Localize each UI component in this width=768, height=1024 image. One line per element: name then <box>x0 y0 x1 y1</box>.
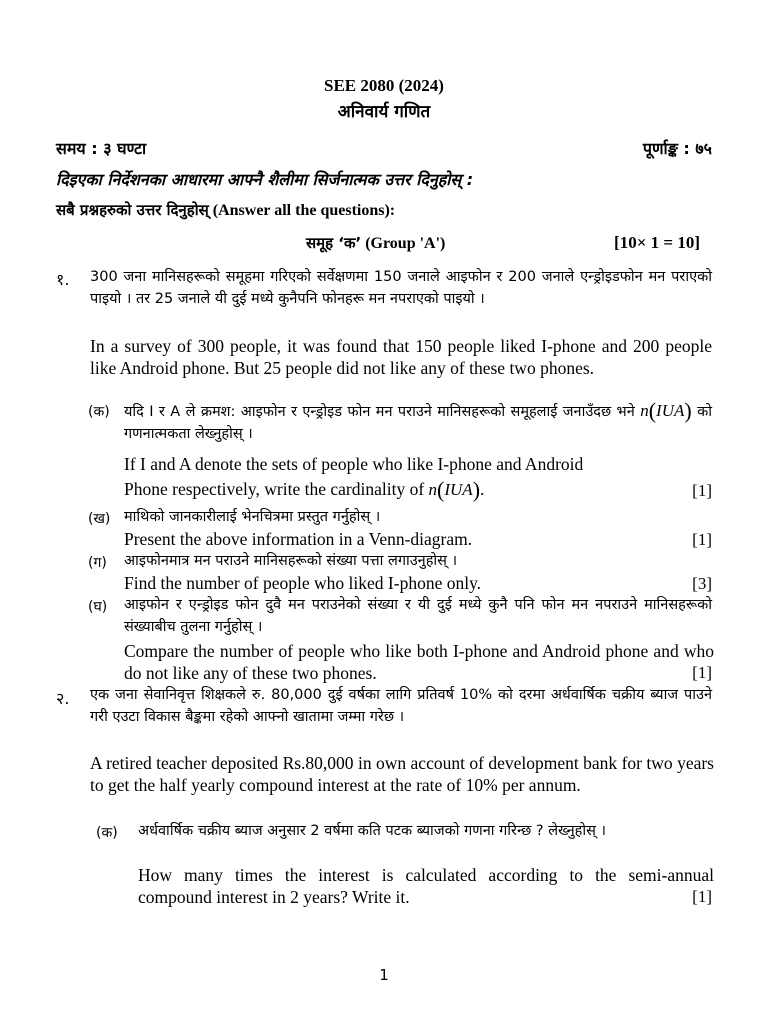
cardinality-expression-en: n(IUA) <box>428 477 481 502</box>
question-text-en: In a survey of 300 people, it was found that 150 people liked I-phone and 200 people like Android phone. But 25 people did not like any of these two phones. <box>90 336 712 378</box>
cardinality-expression: n(IUA) <box>640 398 692 423</box>
sub-question-text-np <box>124 400 712 445</box>
sub-question-text-en: Find the number of people who liked I-phone only. <box>124 573 482 593</box>
exam-title: SEE 2080 (2024) <box>324 76 444 95</box>
group-heading <box>306 233 445 253</box>
sub-question-text-np: आइफोनमात्र मन पराउने मानिसहरूको संख्या पत्ता लगाउनुहोस् । <box>124 553 458 569</box>
sub-question-text-np: माथिको जानकारीलाई भेनचित्रमा प्रस्तुत गर्नुहोस् । <box>124 509 381 525</box>
answer-all-instruction <box>56 200 395 220</box>
question-text-np: एक जना सेवानिवृत्त शिक्षकले रु. 80,000 दुई वर्षका लागि प्रतिवर्ष 10% को दरमा अर्धवार्षिक चक्रीय ब्याज पाउने गरी एउटा विकास बैङ्कमा रहेको आफ्नो खातामा जम्मा गरेछ । <box>90 687 712 725</box>
sub-question-text-en: Present the above information in a Venn-diagram. <box>124 529 473 549</box>
answer-all-np: सबै प्रश्नहरुको उत्तर दिनुहोस् <box>56 201 209 219</box>
question-text-en: A retired teacher deposited Rs.80,000 in own account of development bank for two years to get the half yearly compound interest at the rate of 10% per annum. <box>90 753 714 795</box>
math-set: IUA <box>656 401 685 420</box>
sub-question-text-np-end: को गणनात्मकता लेख्नुहोस् । <box>124 404 713 442</box>
page-number: 1 <box>379 966 389 984</box>
marks-label: [1] <box>692 663 712 682</box>
question-number: २. <box>56 689 70 708</box>
marks-label: [1] <box>692 481 712 500</box>
marks-label: [3] <box>692 574 712 593</box>
sub-question-text-en-line1: If I and A denote the sets of people who like I-phone and Android <box>124 454 584 474</box>
sub-question-label: (घ) <box>88 599 108 615</box>
sub-question-label: (ख) <box>88 511 111 527</box>
sub-question-text-en: How many times the interest is calculated according to the semi-annual compound interest in 2 years? Write it. <box>138 865 714 907</box>
sub-question-label: (क) <box>88 404 110 420</box>
sub-question-text-en: Compare the number of people who like both I-phone and Android phone and who do not like any of these two phones. <box>124 641 714 683</box>
sub-question-label: (क) <box>96 825 118 841</box>
question-text-np: 300 जना मानिसहरूको समूहमा गरिएको सर्वेक्षणमा 150 जनाले आइफोन र 200 जनाले एन्ड्रोइडफोन मन पराएको पाइयो । तर 25 जनाले यी दुई मध्ये कुनैपनि फोनहरू मन नपराएको पाइयो । <box>90 269 712 307</box>
group-np: समूह ‘क’ <box>306 234 362 252</box>
general-instruction: दिइएका निर्देशनका आधारमा आफ्नै शैलीमा सिर्जनात्मक उत्तर दिनुहोस् : <box>56 170 474 189</box>
sub-question-text-np: आइफोन र एन्ड्रोइड फोन दुवै मन पराउनेको संख्या र यी दुई मध्ये कुनै पनि फोन मन नपराउने मानिसहरूको संख्याबीच तुलना गर्नुहोस् । <box>124 597 712 635</box>
sub-question-text-en-line2-text: Phone respectively, write the cardinality of <box>124 479 425 499</box>
full-marks: पूर्णाङ्क : ७५ <box>642 139 712 158</box>
marks-label: [1] <box>692 887 712 906</box>
group-marks: [10× 1 = 10] <box>614 233 700 252</box>
question-number: १. <box>56 270 70 289</box>
sub-question-label: (ग) <box>88 555 107 571</box>
subject-title: अनिवार्य गणित <box>337 102 431 122</box>
group-en: (Group 'A') <box>365 235 446 252</box>
marks-label: [1] <box>692 530 712 549</box>
answer-all-en: (Answer all the questions): <box>212 202 396 219</box>
math-n: n <box>428 480 438 499</box>
math-set: IUA <box>444 480 473 499</box>
sub-question-text-np-start: यदि I र A ले क्रमश: आइफोन र एन्ड्रोइड फोन मन पराउने मानिसहरूको समूहलाई जनाउँदछ भने <box>124 404 635 420</box>
sub-question-text-np: अर्धवार्षिक चक्रीय ब्याज अनुसार 2 वर्षमा कति पटक ब्याजको गणना गरिन्छ ? लेख्नुहोस् । <box>138 823 607 839</box>
exam-time: समय : ३ घण्टा <box>56 139 147 158</box>
math-n: n <box>640 401 649 420</box>
sub-question-text-en-line2: Phone respectively, write the cardinality of n(IUA). <box>124 477 485 502</box>
